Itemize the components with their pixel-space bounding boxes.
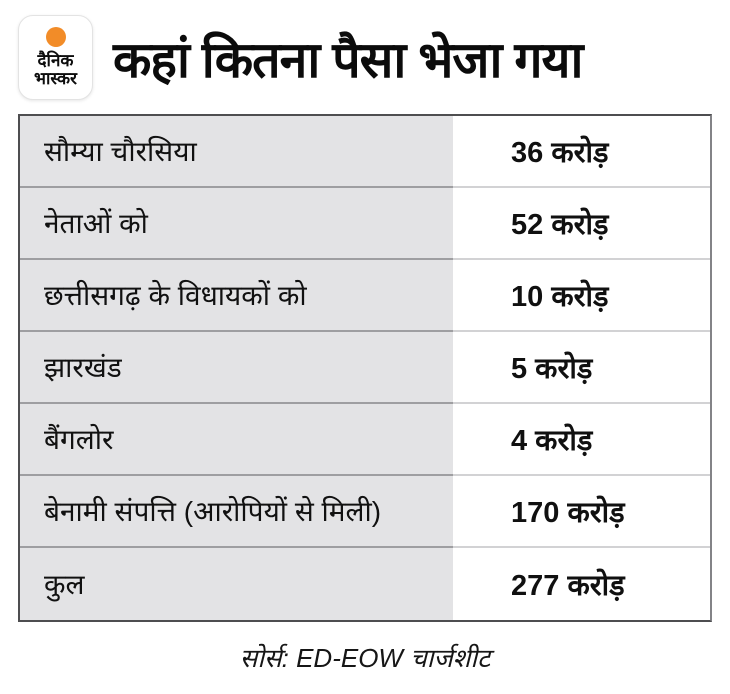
dainik-bhaskar-logo: [18, 15, 93, 100]
sun-dot-icon: [46, 27, 66, 47]
logo-line-2: भास्कर: [34, 69, 77, 88]
row-label: सौम्या चौरसिया: [20, 116, 453, 188]
row-value: 36 करोड़: [453, 116, 710, 188]
amounts-table: [18, 114, 712, 622]
row-label: नेताओं को: [20, 188, 453, 260]
source-credit: सोर्स: ED-EOW चार्जशीट: [239, 643, 491, 673]
row-value: 10 करोड़: [453, 260, 710, 332]
table-row: [20, 404, 710, 476]
row-value: 5 करोड़: [453, 332, 710, 404]
row-value: 4 करोड़: [453, 404, 710, 476]
row-label: झारखंड: [20, 332, 453, 404]
table-row: [20, 116, 710, 188]
row-label: छत्तीसगढ़ के विधायकों को: [20, 260, 453, 332]
row-label: बैंगलोर: [20, 404, 453, 476]
row-value: 52 करोड़: [453, 188, 710, 260]
row-label: बेनामी संपत्ति (आरोपियों से मिली): [20, 476, 453, 548]
logo-line-1: दैनिक: [37, 50, 74, 70]
row-label: कुल: [20, 548, 453, 620]
logo-text: [34, 52, 77, 89]
row-value: 277 करोड़: [453, 548, 710, 620]
page-title: कहां कितना पैसा भेजा गया: [113, 31, 583, 88]
table-row: [20, 332, 710, 404]
row-value: 170 करोड़: [453, 476, 710, 548]
table-row: [20, 260, 710, 332]
header: [0, 0, 730, 102]
table-row: [20, 476, 710, 548]
table-row: [20, 188, 710, 260]
table-row-total: [20, 548, 710, 620]
